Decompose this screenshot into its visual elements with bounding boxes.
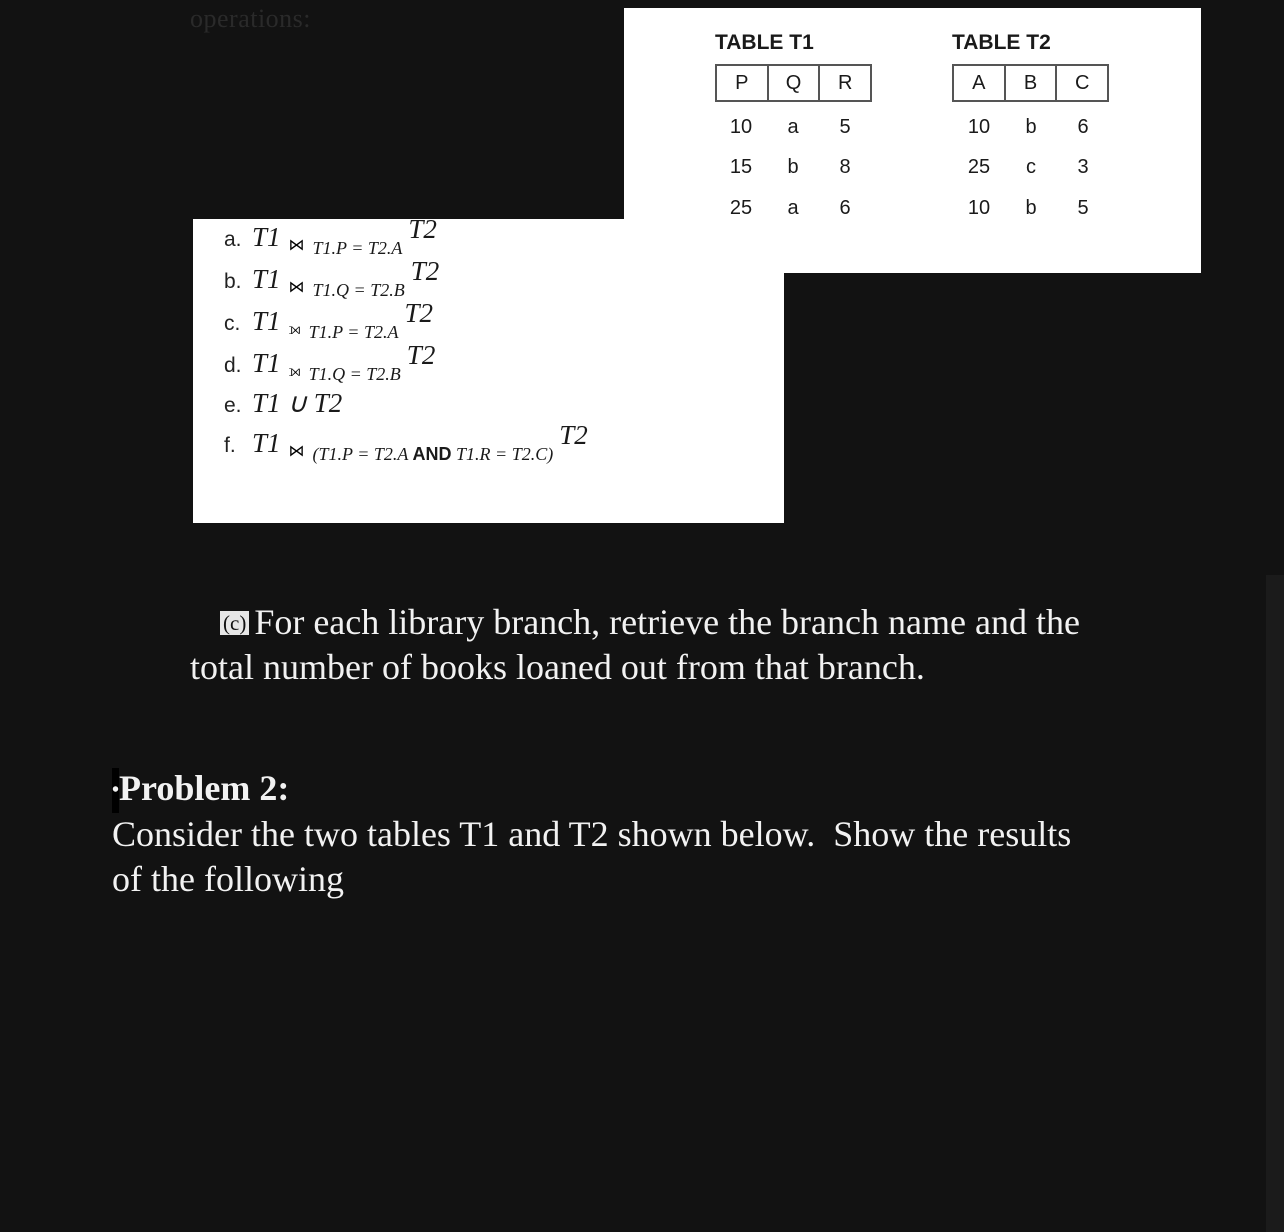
- table-t1-row: [722, 197, 864, 220]
- join-icon: ⋈: [288, 277, 305, 296]
- query-label: a.: [224, 228, 242, 251]
- join-icon: ⋈: [288, 235, 305, 254]
- table-t1-cell: 25: [729, 197, 753, 219]
- table-t2-cell: 25: [967, 156, 991, 178]
- query-label: e.: [224, 394, 242, 417]
- operations-fragment: operations:: [190, 4, 312, 33]
- table-t2-cell: b: [1025, 116, 1037, 138]
- problem2-line2: of the following: [112, 859, 344, 899]
- table-t1-cell: 10: [729, 116, 753, 138]
- table-t2-cell: 5: [1077, 197, 1089, 219]
- table-t2-col-a: A: [954, 66, 1006, 100]
- table-t1-header: [715, 64, 872, 102]
- query-label: c.: [224, 312, 241, 335]
- table-t1-col-p: P: [717, 66, 769, 100]
- table-t1-cell: 6: [839, 197, 851, 219]
- problem2-title-text: Problem 2:: [119, 768, 290, 808]
- scroll-edge: [1266, 575, 1284, 1232]
- condition-and: AND: [412, 444, 452, 464]
- left-outer-join-icon: ⟕: [288, 361, 301, 380]
- query-left-table: T1: [252, 348, 281, 378]
- query-c: [224, 298, 433, 342]
- join-icon: ⋈: [288, 441, 305, 460]
- table-t2-header: [952, 64, 1109, 102]
- problem2-line1: Consider the two tables T1 and T2 shown below. Show the results: [112, 814, 1072, 854]
- table-t1-cell: b: [787, 156, 799, 178]
- query-left-table: T1: [252, 428, 281, 458]
- table-t1-cell: 5: [839, 116, 851, 138]
- table-t1-col-r: R: [837, 71, 853, 94]
- query-left-table: T1: [252, 264, 281, 294]
- query-condition: T1.Q = T2.B: [312, 280, 405, 300]
- query-condition: T1.Q = T2.B: [308, 364, 401, 384]
- query-right-table: T2: [410, 256, 440, 286]
- table-t1-title: TABLE T1: [715, 31, 814, 54]
- problem2-title: [112, 766, 289, 817]
- table-t1-cell: a: [787, 197, 799, 219]
- table-t2-cell: b: [1025, 197, 1037, 219]
- table-t2-cell: 10: [967, 116, 991, 138]
- table-t2-cell: 10: [967, 197, 991, 219]
- item-c-line1-text: For each library branch, retrieve the branch name and the: [254, 602, 1080, 642]
- problem2-body: [112, 812, 1212, 902]
- table-t2-row: [960, 156, 1102, 179]
- query-left-table: T1: [252, 306, 281, 336]
- table-t2-title: TABLE T2: [952, 31, 1051, 54]
- table-t2-cell: 6: [1077, 116, 1089, 138]
- query-a: [224, 214, 437, 258]
- query-left-table: T1: [252, 222, 281, 252]
- item-c-label: (c): [220, 611, 249, 635]
- table-t1-col-q: Q: [769, 66, 821, 100]
- table-t1-cell: 8: [839, 156, 851, 178]
- query-e: [224, 388, 342, 419]
- condition-part: (T1.P = T2.A: [312, 444, 413, 464]
- bullet-icon: •: [112, 768, 119, 813]
- table-t2-col-b: B: [1006, 66, 1058, 100]
- figure-panel-upper: [624, 8, 1201, 273]
- table-t1-row: [722, 156, 864, 179]
- table-t2-cell: c: [1026, 156, 1036, 178]
- query-label: d.: [224, 354, 242, 377]
- condition-part: T1.R = T2.C): [451, 444, 554, 464]
- query-label: f.: [224, 434, 236, 457]
- query-b: [224, 256, 440, 300]
- table-t1-cell: a: [787, 116, 799, 138]
- item-c-line1: [190, 600, 1240, 645]
- query-condition: [313, 444, 554, 465]
- left-outer-join-icon: ⟕: [288, 319, 301, 338]
- query-condition: T1.P = T2.A: [312, 238, 403, 258]
- query-label: b.: [224, 270, 242, 293]
- query-right-table: T2: [404, 298, 433, 328]
- item-c-line2: total number of books loaned out from that branch.: [190, 647, 925, 687]
- query-expression: T1 ∪ T2: [252, 388, 343, 418]
- table-t2-row: [960, 116, 1102, 139]
- query-right-table: T2: [406, 340, 436, 370]
- table-t1-cell: 15: [729, 156, 753, 178]
- table-t2-col-c: C: [1074, 71, 1090, 94]
- query-right-table: T2: [408, 214, 437, 244]
- query-condition: T1.P = T2.A: [308, 322, 399, 342]
- table-t2-row: [960, 197, 1102, 220]
- table-t2-cell: 3: [1077, 156, 1089, 178]
- item-c-text: [190, 600, 1240, 690]
- query-f: [224, 420, 588, 464]
- table-t1-row: [722, 116, 864, 139]
- query-d: [224, 340, 436, 384]
- query-right-table: T2: [559, 420, 588, 450]
